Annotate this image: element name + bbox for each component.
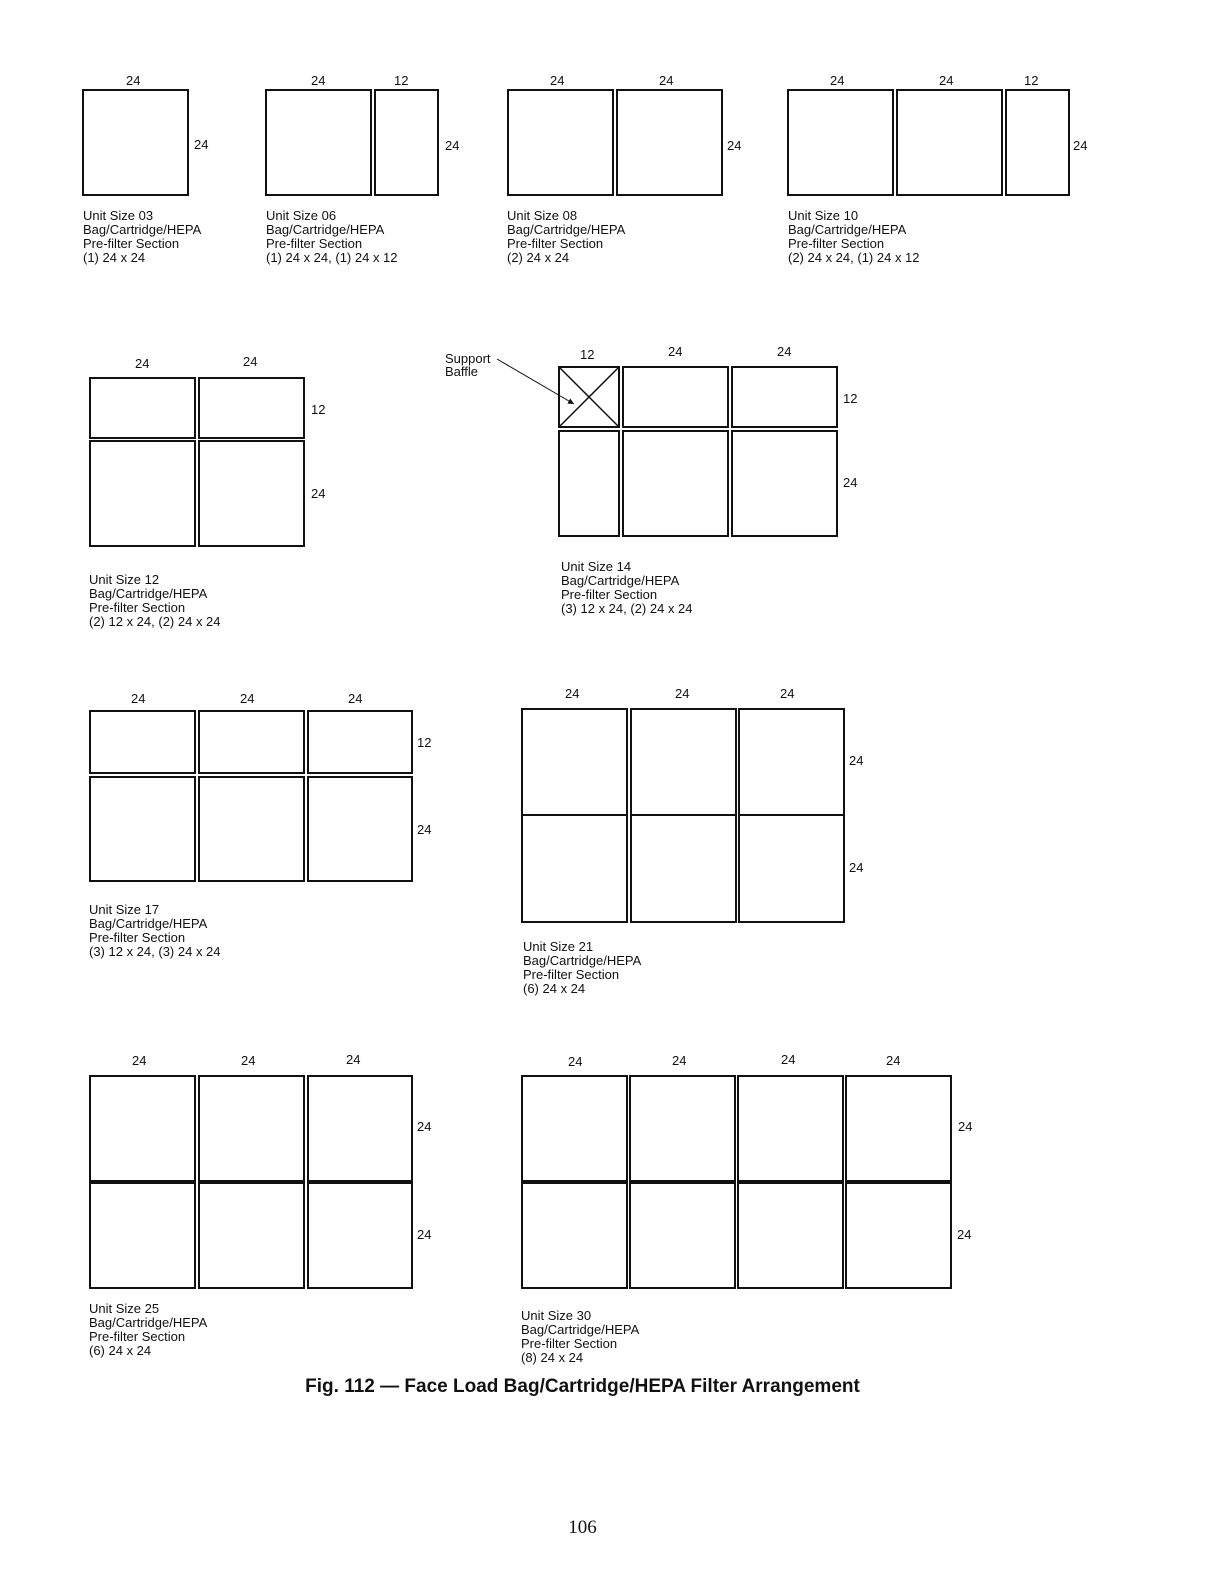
filter-count: (1) 24 x 24, (1) 24 x 12	[266, 250, 398, 265]
section-name: Pre-filter Section	[523, 967, 620, 982]
unit-name: Unit Size 12	[89, 572, 160, 587]
filter-type: Bag/Cartridge/HEPA	[788, 222, 907, 237]
width-label: 24	[565, 686, 580, 701]
filter-panel	[198, 1075, 305, 1182]
section-name: Pre-filter Section	[89, 600, 186, 615]
unit-name: Unit Size 25	[89, 1301, 160, 1316]
height-label: 24	[417, 1119, 432, 1134]
unit-caption	[266, 209, 398, 265]
width-label: 24	[777, 344, 792, 359]
filter-panel	[89, 440, 196, 547]
support-baffle	[558, 366, 620, 428]
filter-panel	[629, 1182, 736, 1289]
height-label: 24	[194, 137, 209, 152]
filter-count: (6) 24 x 24	[523, 981, 586, 996]
filter-type: Bag/Cartridge/HEPA	[561, 573, 680, 588]
width-label: 24	[240, 691, 255, 706]
section-name: Pre-filter Section	[266, 236, 363, 251]
filter-panel	[198, 1182, 305, 1289]
filter-count: (2) 24 x 24, (1) 24 x 12	[788, 250, 920, 265]
filter-panel	[521, 1075, 628, 1182]
width-label: 24	[568, 1054, 583, 1069]
height-label: 12	[311, 402, 326, 417]
filter-count: (8) 24 x 24	[521, 1350, 584, 1365]
filter-panel	[89, 1075, 196, 1182]
unit-caption	[83, 209, 201, 265]
unit-caption	[523, 940, 641, 996]
filter-panel	[738, 814, 845, 923]
height-label: 24	[727, 138, 742, 153]
width-label: 12	[580, 347, 595, 362]
filter-panel	[198, 440, 305, 547]
height-label: 24	[849, 753, 864, 768]
width-label: 24	[939, 73, 954, 88]
width-label: 24	[126, 73, 141, 88]
callout-line-2: Baffle	[445, 364, 479, 379]
filter-panel	[845, 1075, 952, 1182]
width-label: 12	[1024, 73, 1039, 88]
filter-panel	[845, 1182, 952, 1289]
height-label: 12	[417, 735, 432, 750]
unit-name: Unit Size 30	[521, 1308, 592, 1323]
filter-panel	[738, 708, 845, 816]
filter-type: Bag/Cartridge/HEPA	[89, 916, 208, 931]
filter-type: Bag/Cartridge/HEPA	[89, 586, 208, 601]
filter-type: Bag/Cartridge/HEPA	[521, 1322, 640, 1337]
height-label: 12	[843, 391, 858, 406]
unit-caption	[521, 1309, 639, 1365]
filter-panel	[630, 708, 737, 816]
filter-type: Bag/Cartridge/HEPA	[523, 953, 642, 968]
height-label: 24	[311, 486, 326, 501]
filter-panel	[307, 1182, 413, 1289]
filter-panel	[622, 430, 729, 537]
filter-panel	[731, 366, 838, 428]
filter-type: Bag/Cartridge/HEPA	[83, 222, 202, 237]
page-number: 106	[568, 1517, 597, 1538]
filter-count: (3) 12 x 24, (3) 24 x 24	[89, 944, 221, 959]
unit-caption	[561, 560, 693, 616]
width-label: 24	[348, 691, 363, 706]
height-label: 24	[417, 1227, 432, 1242]
filter-panel	[737, 1182, 844, 1289]
filter-panel	[630, 814, 737, 923]
section-name: Pre-filter Section	[83, 236, 180, 251]
section-name: Pre-filter Section	[89, 930, 186, 945]
filter-panel	[737, 1075, 844, 1182]
filter-panel	[307, 1075, 413, 1182]
filter-panel	[89, 1182, 196, 1289]
callout-line-1: Support	[445, 351, 491, 366]
filter-panel	[507, 89, 614, 196]
filter-panel	[521, 814, 628, 923]
width-label: 24	[672, 1053, 687, 1068]
unit-caption	[89, 903, 221, 959]
filter-panel	[1005, 89, 1070, 196]
unit-name: Unit Size 10	[788, 208, 859, 223]
figure-title: Fig. 112 — Face Load Bag/Cartridge/HEPA Filter Arrangement	[305, 1376, 860, 1397]
filter-panel	[374, 89, 439, 196]
filter-count: (1) 24 x 24	[83, 250, 146, 265]
filter-panel	[89, 776, 196, 882]
filter-type: Bag/Cartridge/HEPA	[89, 1315, 208, 1330]
unit-name: Unit Size 14	[561, 559, 632, 574]
filter-panel	[896, 89, 1003, 196]
filter-panel	[89, 377, 196, 439]
filter-panel	[307, 710, 413, 774]
height-label: 24	[1073, 138, 1088, 153]
filter-panel	[198, 377, 305, 439]
unit-name: Unit Size 06	[266, 208, 337, 223]
filter-panel	[629, 1075, 736, 1182]
filter-count: (6) 24 x 24	[89, 1343, 152, 1358]
height-label: 24	[417, 822, 432, 837]
filter-type: Bag/Cartridge/HEPA	[266, 222, 385, 237]
height-label: 24	[843, 475, 858, 490]
width-label: 24	[241, 1053, 256, 1068]
width-label: 24	[311, 73, 326, 88]
filter-panel	[89, 710, 196, 774]
unit-name: Unit Size 21	[523, 939, 594, 954]
unit-caption	[89, 1302, 207, 1358]
filter-panel	[622, 366, 729, 428]
filter-count: (3) 12 x 24, (2) 24 x 24	[561, 601, 693, 616]
filter-panel	[82, 89, 189, 196]
width-label: 24	[659, 73, 674, 88]
filter-panel	[616, 89, 723, 196]
width-label: 24	[550, 73, 565, 88]
width-label: 24	[135, 356, 150, 371]
height-label: 24	[849, 860, 864, 875]
filter-panel	[787, 89, 894, 196]
unit-caption	[89, 573, 221, 629]
width-label: 24	[243, 354, 258, 369]
height-label: 24	[958, 1119, 973, 1134]
unit-name: Unit Size 08	[507, 208, 578, 223]
filter-panel	[198, 776, 305, 882]
section-name: Pre-filter Section	[521, 1336, 618, 1351]
filter-panel	[731, 430, 838, 537]
filter-panel	[307, 776, 413, 882]
width-label: 24	[346, 1052, 361, 1067]
support-baffle-callout	[445, 352, 491, 378]
filter-panel	[521, 1182, 628, 1289]
width-label: 24	[830, 73, 845, 88]
section-name: Pre-filter Section	[788, 236, 885, 251]
width-label: 24	[668, 344, 683, 359]
filter-count: (2) 12 x 24, (2) 24 x 24	[89, 614, 221, 629]
width-label: 24	[131, 691, 146, 706]
filter-panel	[265, 89, 372, 196]
width-label: 24	[132, 1053, 147, 1068]
filter-count: (2) 24 x 24	[507, 250, 570, 265]
unit-name: Unit Size 03	[83, 208, 154, 223]
unit-caption	[788, 209, 920, 265]
width-label: 24	[780, 686, 795, 701]
section-name: Pre-filter Section	[507, 236, 604, 251]
unit-caption	[507, 209, 625, 265]
section-name: Pre-filter Section	[89, 1329, 186, 1344]
width-label: 24	[781, 1052, 796, 1067]
unit-name: Unit Size 17	[89, 902, 160, 917]
height-label: 24	[957, 1227, 972, 1242]
width-label: 24	[675, 686, 690, 701]
filter-type: Bag/Cartridge/HEPA	[507, 222, 626, 237]
filter-panel	[198, 710, 305, 774]
width-label: 12	[394, 73, 409, 88]
height-label: 24	[445, 138, 460, 153]
section-name: Pre-filter Section	[561, 587, 658, 602]
width-label: 24	[886, 1053, 901, 1068]
filter-panel	[521, 708, 628, 816]
filter-panel	[558, 430, 620, 537]
